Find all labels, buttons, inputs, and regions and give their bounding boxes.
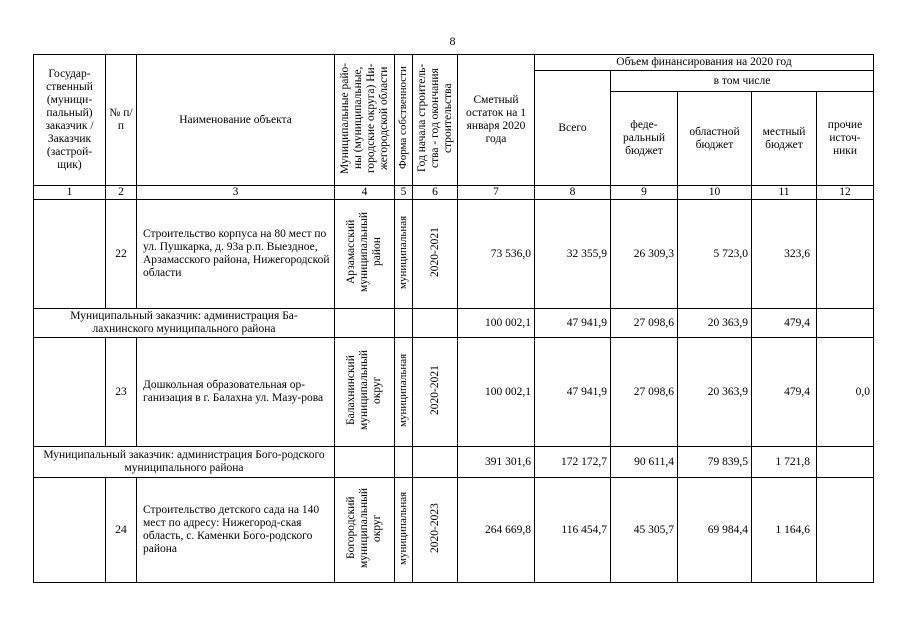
- district-cell: [335, 478, 395, 583]
- header-ownership: Форма собственности: [397, 66, 409, 170]
- empty-cell: [817, 309, 874, 338]
- customer-total: 172 172,7: [535, 447, 611, 478]
- customer-federal: 27 098,6: [611, 309, 678, 338]
- object-district: Богородский муниципальный округ: [345, 487, 383, 569]
- customer-row: [34, 309, 874, 338]
- financing-table: [33, 54, 874, 583]
- object-balance: 264 669,8: [458, 478, 535, 583]
- empty-cell: [395, 309, 413, 338]
- object-district: Арзамасский муниципальный район: [345, 211, 383, 293]
- header-district: Муниципальные райо-ны (муниципальные, городские округа) Ни-жегородской области: [338, 62, 390, 174]
- col-num: 7: [458, 186, 535, 200]
- col-num: 4: [335, 186, 395, 200]
- empty-cell: [413, 447, 458, 478]
- header-number: № п/п: [106, 55, 137, 186]
- object-other: [817, 200, 874, 309]
- customer-balance: 100 002,1: [458, 309, 535, 338]
- page-number: 8: [449, 34, 456, 48]
- header-district-cell: [335, 55, 395, 186]
- object-number: 23: [106, 338, 137, 447]
- empty-cell: [395, 447, 413, 478]
- header-regional: областной бюджет: [678, 92, 752, 186]
- customer-balance: 391 301,6: [458, 447, 535, 478]
- header-other: прочие источ-ники: [817, 92, 874, 186]
- object-years: 2020-2023: [428, 503, 441, 553]
- customer-label: Муниципальный заказчик: администрация Бого-родского муниципального района: [34, 447, 335, 478]
- empty-cell: [817, 447, 874, 478]
- ownership-cell: [395, 200, 413, 309]
- col-num: 5: [395, 186, 413, 200]
- object-years: 2020-2021: [428, 365, 441, 415]
- empty-cell: [335, 309, 395, 338]
- object-local: 479,4: [752, 338, 817, 447]
- object-other: 0,0: [817, 338, 874, 447]
- customer-regional: 20 363,9: [678, 309, 752, 338]
- customer-regional: 79 839,5: [678, 447, 752, 478]
- object-federal: 27 098,6: [611, 338, 678, 447]
- object-total: 47 941,9: [535, 338, 611, 447]
- object-years: 2020-2021: [428, 227, 441, 277]
- object-total: 116 454,7: [535, 478, 611, 583]
- customer-federal: 90 611,4: [611, 447, 678, 478]
- object-federal: 26 309,3: [611, 200, 678, 309]
- empty-cell: [413, 309, 458, 338]
- object-number: 22: [106, 200, 137, 309]
- object-regional: 20 363,9: [678, 338, 752, 447]
- object-name: Строительство детского сада на 140 мест по адресу: Нижегород-ская область, с. Каменки Бого-родского района: [137, 478, 335, 583]
- header-local: местный бюджет: [752, 92, 817, 186]
- col-num: 9: [611, 186, 678, 200]
- col-num: 8: [535, 186, 611, 200]
- header-including: в том числе: [611, 71, 874, 92]
- object-ownership: муниципальная: [397, 215, 409, 289]
- object-ownership: муниципальная: [397, 491, 409, 565]
- object-regional: 69 984,4: [678, 478, 752, 583]
- header-years-cell: [413, 55, 458, 186]
- object-number: 24: [106, 478, 137, 583]
- object-local: 1 164,6: [752, 478, 817, 583]
- customer-cell: [34, 338, 106, 447]
- col-num: 12: [817, 186, 874, 200]
- col-num: 3: [137, 186, 335, 200]
- object-local: 323,6: [752, 200, 817, 309]
- object-name: Дошкольная образовательная ор-ганизация в г. Балахна ул. Мазу-рова: [137, 338, 335, 447]
- ownership-cell: [395, 338, 413, 447]
- header-years: Год начала строитель-ства - год окончания строительства: [415, 63, 454, 173]
- col-num: 2: [106, 186, 137, 200]
- district-cell: [335, 338, 395, 447]
- header-funding-title: Объем финансирования на 2020 год: [535, 55, 874, 71]
- object-balance: 100 002,1: [458, 338, 535, 447]
- years-cell: [413, 478, 458, 583]
- header-federal: феде-ральный бюджет: [611, 92, 678, 186]
- object-district: Балахнинский муниципальный округ: [345, 349, 383, 431]
- years-cell: [413, 338, 458, 447]
- customer-cell: [34, 200, 106, 309]
- ownership-cell: [395, 478, 413, 583]
- object-federal: 45 305,7: [611, 478, 678, 583]
- col-num: 10: [678, 186, 752, 200]
- column-numbers-row: [34, 186, 874, 200]
- header-total: Всего: [535, 71, 611, 186]
- object-total: 32 355,9: [535, 200, 611, 309]
- col-num: 1: [34, 186, 106, 200]
- customer-local: 479,4: [752, 309, 817, 338]
- object-ownership: муниципальная: [397, 353, 409, 427]
- object-balance: 73 536,0: [458, 200, 535, 309]
- col-num: 6: [413, 186, 458, 200]
- header-row-1: [34, 55, 874, 71]
- object-regional: 5 723,0: [678, 200, 752, 309]
- customer-label: Муниципальный заказчик: администрация Ба-лахнинского муниципального района: [34, 309, 335, 338]
- table-row: [34, 478, 874, 583]
- col-num: 11: [752, 186, 817, 200]
- empty-cell: [335, 447, 395, 478]
- customer-cell: [34, 478, 106, 583]
- table-row: [34, 200, 874, 309]
- customer-local: 1 721,8: [752, 447, 817, 478]
- object-other: [817, 478, 874, 583]
- header-customer: Государ-ственный (муници-пальный) заказчик / Заказчик (застрой-щик): [34, 55, 106, 186]
- table-row: [34, 338, 874, 447]
- customer-total: 47 941,9: [535, 309, 611, 338]
- header-balance: Сметный остаток на 1 января 2020 года: [458, 55, 535, 186]
- customer-row: [34, 447, 874, 478]
- object-name: Строительство корпуса на 80 мест по ул. Пушкарка, д. 93а р.п. Выездное, Арзамасского района, Нижегородской области: [137, 200, 335, 309]
- years-cell: [413, 200, 458, 309]
- header-ownership-cell: [395, 55, 413, 186]
- header-object-name: Наименование объекта: [137, 55, 335, 186]
- district-cell: [335, 200, 395, 309]
